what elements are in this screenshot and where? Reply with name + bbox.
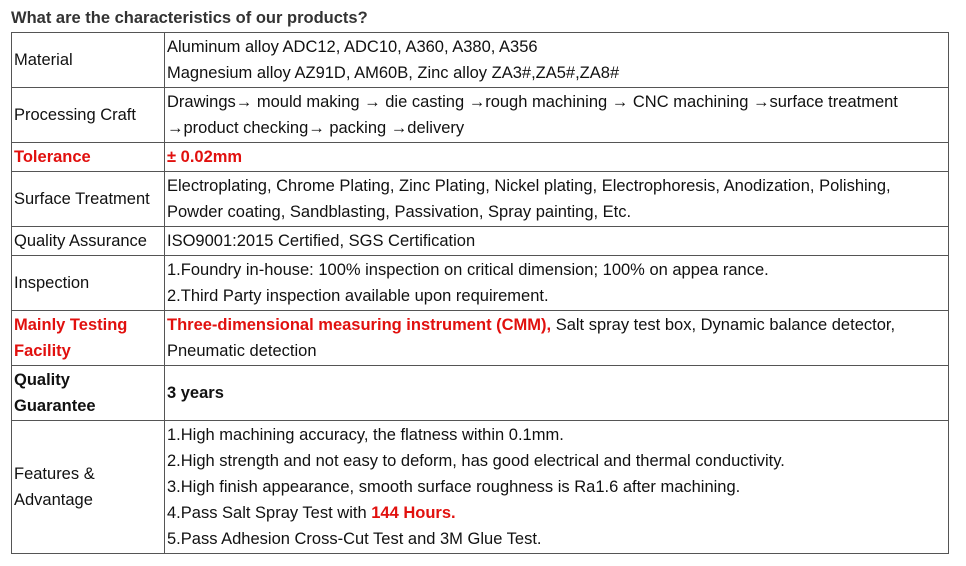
material-label: Material	[12, 33, 165, 88]
processing-craft-label: Processing Craft	[12, 88, 165, 143]
processing-craft-value	[165, 88, 949, 143]
testing-facility-value	[165, 311, 949, 366]
inspection-line-2: 2.Third Party inspection available upon requirement.	[167, 287, 549, 305]
features-label	[12, 421, 165, 554]
inspection-label: Inspection	[12, 256, 165, 311]
inspection-value	[165, 256, 949, 311]
quality-assurance-label: Quality Assurance	[12, 227, 165, 256]
table-row-tolerance	[12, 143, 949, 172]
quality-guarantee-value: 3 years	[165, 366, 949, 421]
material-value	[165, 33, 949, 88]
quality-guarantee-label-line-1: Quality	[14, 371, 70, 389]
table-row-surface-treatment	[12, 172, 949, 227]
testing-facility-label-line-1: Mainly Testing	[14, 316, 128, 334]
product-characteristics-table	[11, 32, 949, 554]
testing-facility-label-line-2: Facility	[14, 342, 71, 360]
table-row-quality-assurance	[12, 227, 949, 256]
quality-assurance-value: ISO9001:2015 Certified, SGS Certification	[165, 227, 949, 256]
table-row-material	[12, 33, 949, 88]
processing-craft-line-2: →product checking→ packing →delivery	[167, 119, 465, 137]
table-row-inspection	[12, 256, 949, 311]
material-line-2: Magnesium alloy AZ91D, AM60B, Zinc alloy ZA3#,ZA5#,ZA8#	[167, 64, 620, 82]
features-line-3: 3.High finish appearance, smooth surface roughness is Ra1.6 after machining.	[167, 478, 741, 496]
testing-facility-highlight: Three-dimensional measuring instrument (CMM),	[167, 316, 552, 334]
testing-facility-rest: Salt spray test box, Dynamic balance detector,	[551, 316, 896, 334]
tolerance-label: Tolerance	[12, 143, 165, 172]
table-row-quality-guarantee	[12, 366, 949, 421]
processing-craft-line-1: Drawings→ mould making → die casting →rough machining → CNC machining →surface treatment	[167, 93, 898, 111]
features-line-1: 1.High machining accuracy, the flatness within 0.1mm.	[167, 426, 564, 444]
table-row-features	[12, 421, 949, 554]
tolerance-value: ± 0.02mm	[165, 143, 949, 172]
features-line-4-highlight: 144 Hours.	[371, 504, 456, 522]
testing-facility-label	[12, 311, 165, 366]
features-line-5: 5.Pass Adhesion Cross-Cut Test and 3M Glue Test.	[167, 530, 542, 548]
table-row-processing-craft	[12, 88, 949, 143]
features-line-2: 2.High strength and not easy to deform, has good electrical and thermal conductivity.	[167, 452, 785, 470]
surface-treatment-value	[165, 172, 949, 227]
quality-guarantee-label	[12, 366, 165, 421]
features-label-line-2: Advantage	[14, 491, 93, 509]
features-label-line-1: Features &	[14, 465, 95, 483]
surface-treatment-line-2: Powder coating, Sandblasting, Passivation, Spray painting, Etc.	[167, 203, 632, 221]
inspection-line-1: 1.Foundry in-house: 100% inspection on critical dimension; 100% on appea rance.	[167, 261, 769, 279]
surface-treatment-label: Surface Treatment	[12, 172, 165, 227]
material-line-1: Aluminum alloy ADC12, ADC10, A360, A380, A356	[167, 38, 538, 56]
testing-facility-line-1	[167, 312, 946, 338]
features-value	[165, 421, 949, 554]
features-line-4	[167, 500, 946, 526]
page-heading: What are the characteristics of our products?	[11, 9, 368, 27]
quality-guarantee-label-line-2: Guarantee	[14, 397, 96, 415]
surface-treatment-line-1: Electroplating, Chrome Plating, Zinc Plating, Nickel plating, Electrophoresis, Anodization, Polishing,	[167, 177, 891, 195]
features-line-4-prefix: 4.Pass Salt Spray Test with	[167, 504, 372, 522]
table-row-testing-facility	[12, 311, 949, 366]
testing-facility-line-2: Pneumatic detection	[167, 342, 317, 360]
